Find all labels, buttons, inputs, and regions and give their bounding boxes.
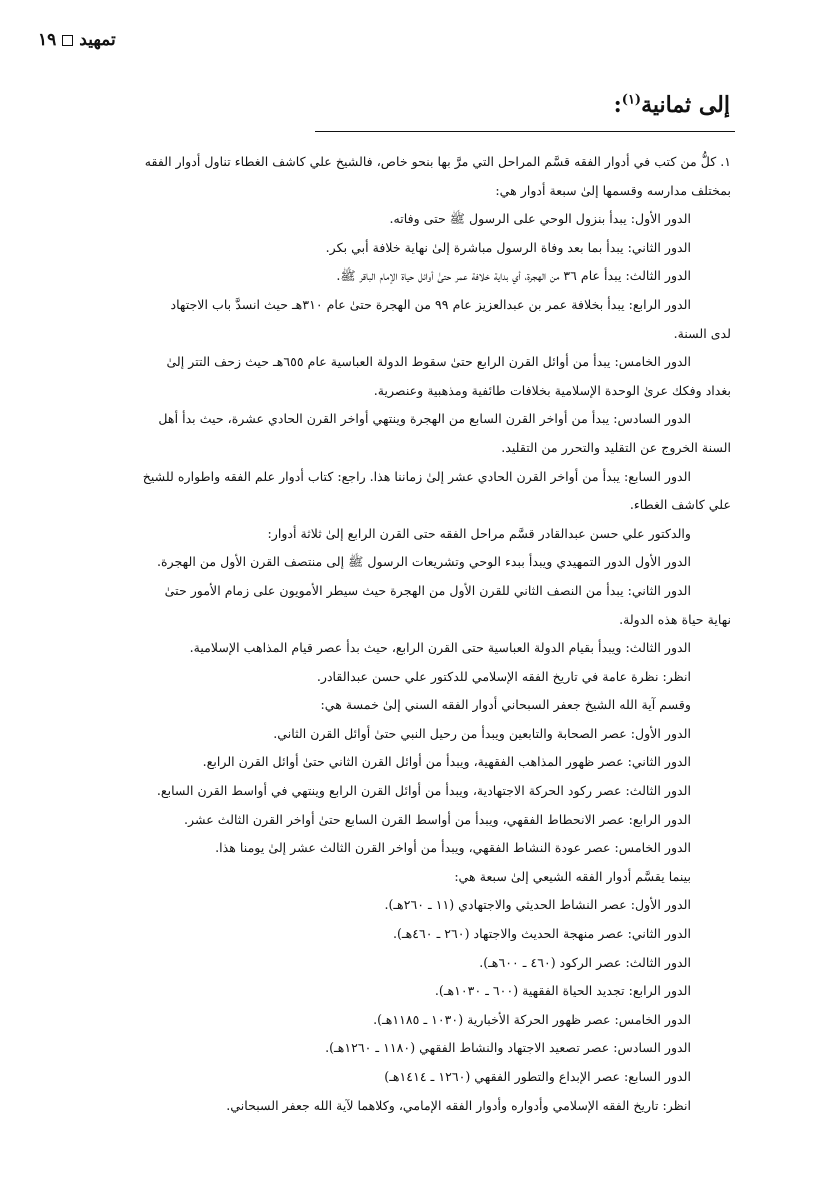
running-header xyxy=(38,30,116,50)
footnote-line: الدور الأول: يبدأ بنزول الوحي على الرسول ﷺ حتى وفاته. xyxy=(389,211,691,227)
footnote-line: انظر: نظرة عامة في تاريخ الفقه الإسلامي للدكتور علي حسن عبدالقادر. xyxy=(316,668,691,684)
footnote-line: الدور الثاني: عصر ظهور المذاهب الفقهية، ويبدأ من أوائل القرن الثاني حتىٰ أوائل القرن الرابع. xyxy=(202,754,691,770)
footnote-line: بغداد وفكك عرىٰ الوحدة الإسلامية بخلافات طائفية ومذهبية وعنصرية. xyxy=(373,382,731,398)
footnote-line: الدور الخامس: عصر عودة النشاط الفقهي، ويبدأ من أواخر القرن الثالث عشر إلىٰ يومنا هذا. xyxy=(215,840,691,856)
footnote-line: انظر: تاريخ الفقه الإسلامي وأدواره وأدوار الفقه الإمامي، وكلاهما لآية الله جعفر السبحاني. xyxy=(226,1097,691,1113)
footnote-line: الدور السادس: يبدأ من أواخر القرن السابع من الهجرة وينتهي أواخر القرن الحادي عشرة، حيث بدأ أهل xyxy=(158,411,691,427)
footnote-line: بمختلف مدارسه وقسمها إلىٰ سبعة أدوار هي: xyxy=(495,182,731,198)
footnote-line: الدور الخامس: عصر ظهور الحركة الأخبارية (١٠٣٠ ـ ١١٨٥هـ). xyxy=(373,1011,691,1027)
footnote-line: نهاية حياة هذه الدولة. xyxy=(619,611,731,627)
footnote-block xyxy=(23,148,731,1120)
page-number: ١٩ xyxy=(38,30,57,50)
footnote-line: بينما يقسَّم أدوار الفقه الشيعي إلىٰ سبعة هي: xyxy=(454,868,691,884)
footnote-line: لدى السنة. xyxy=(673,325,731,341)
footnote-line: الدور الثاني: عصر منهجة الحديث والاجتهاد (٢٦٠ ـ ٤٦٠هـ). xyxy=(393,926,691,942)
footnote-line: الدور الثاني: يبدأ من النصف الثاني للقرن الأول من الهجرة حيث سيطر الأمويون على زمام الأمور حتىٰ xyxy=(164,582,691,598)
footnote-line: ١. كلُّ من كتب في أدوار الفقه قسَّم المراحل التي مرَّ بها بنحو خاص، فالشيخ علي كاشف الغطاء تناول أدوار الفقه xyxy=(144,154,731,169)
footnote-line: الدور الثالث: عصر ركود الحركة الاجتهادية، ويبدأ من أوائل القرن الرابع وينتهي في أواسط القرن السابع. xyxy=(156,783,691,799)
footnote-line: الدور الرابع: تجديد الحياة الفقهية (٦٠٠ ـ ١٠٣٠هـ). xyxy=(434,983,691,999)
footnote-line: الدور السادس: عصر تصعيد الاجتهاد والنشاط الفقهي (١١٨٠ ـ ١٢٦٠هـ). xyxy=(325,1040,691,1056)
footnote-line: الدور السابع: يبدأ من أواخر القرن الحادي عشر إلىٰ زماننا هذا. راجع: كتاب أدوار علم الفقه واطواره للشيخ xyxy=(142,468,691,484)
footnote-line: الدور الخامس: يبدأ من أوائل القرن الرابع حتىٰ سقوط الدولة العباسية عام ٦٥٥هـ حيث زحف التتر إلىٰ xyxy=(166,354,691,370)
footnote-line: الدور الثالث: عصر الركود (٤٦٠ ـ ٦٠٠هـ). xyxy=(479,954,691,970)
footnote-line: السنة الخروج عن التقليد والتحرر من التقليد. xyxy=(501,439,731,455)
footnote-line: الدور الأول: عصر النشاط الحديثي والاجتهادي (١١ ـ ٢٦٠هـ). xyxy=(384,897,691,913)
footnote-line: الدور الأول: عصر الصحابة والتابعين ويبدأ من رحيل النبي حتىٰ أوائل القرن الثاني. xyxy=(273,725,691,741)
main-text-line xyxy=(614,92,730,118)
main-text: إلى ثمانية xyxy=(641,92,730,118)
footnote-marker: (١) xyxy=(621,92,642,108)
footnote-line: علي كاشف الغطاء. xyxy=(629,497,731,513)
footnote-line: الدور الرابع: يبدأ بخلافة عمر بن عبدالعزيز عام ٩٩ من الهجرة حتىٰ عام ٣١٠هـ حيث انسدَّ باب الاجتهاد xyxy=(170,296,691,312)
footnote-line: الدور الثاني: يبدأ بما بعد وفاة الرسول مباشرة إلىٰ نهاية خلافة أبي بكر. xyxy=(325,239,691,255)
footnote-line: الدور الثالث: يبدأ عام ٣٦ من الهجرة، أي بداية خلافة عمر حتىٰ أوائل حياة الإمام الباقر ﷺ. xyxy=(336,268,691,284)
footnote-line: الدور الرابع: عصر الانحطاط الفقهي، ويبدأ من أواسط القرن السابع حتىٰ أواخر القرن الثالث عشر. xyxy=(184,811,691,827)
footnote-line: الدور السابع: عصر الإبداع والتطور الفقهي (١٢٦٠ ـ ١٤١٤هـ) xyxy=(384,1069,691,1084)
square-separator-icon xyxy=(62,35,73,46)
footnote-line: وقسم آية الله الشيخ جعفر السبحاني أدوار الفقه السني إلىٰ خمسة هي: xyxy=(320,697,691,713)
footnote-line: الدور الثالث: ويبدأ بقيام الدولة العباسية حتى القرن الرابع، حيث بدأ عصر قيام المذاهب الإسلامية. xyxy=(189,640,691,656)
footnote-line: الدور الأول الدور التمهيدي ويبدأ ببدء الوحي وتشريعات الرسول ﷺ إلى منتصف القرن الأول من الهجرة. xyxy=(157,554,691,570)
footnote-line: والدكتور علي حسن عبدالقادر قسَّم مراحل الفقه حتى القرن الرابع إلىٰ ثلاثة أدوار: xyxy=(267,525,691,541)
footnote-separator-rule xyxy=(315,131,735,132)
header-word: تمهيد xyxy=(79,30,116,50)
main-text-colon: : xyxy=(613,92,622,118)
